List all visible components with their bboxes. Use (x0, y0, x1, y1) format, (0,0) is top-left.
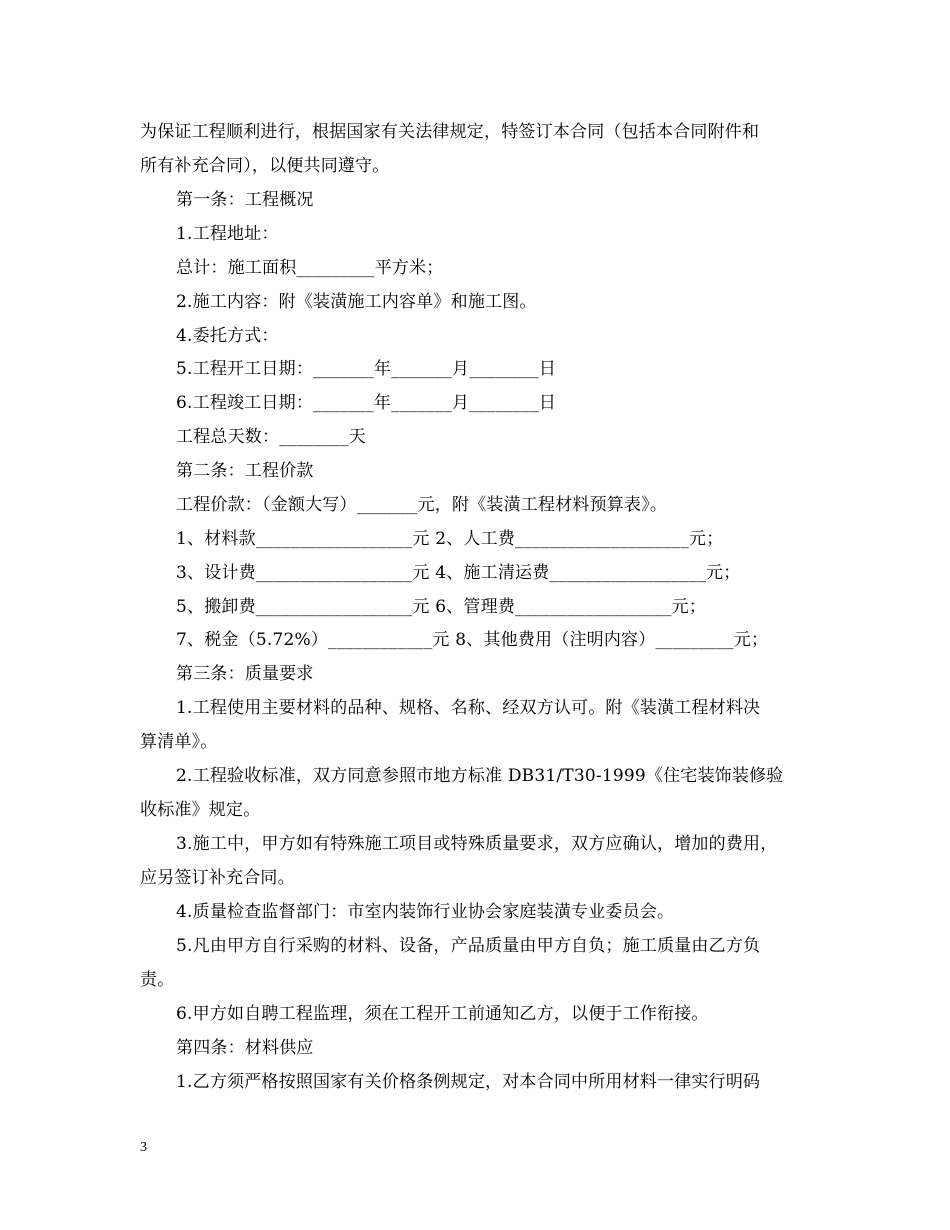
paragraph-line: 为保证工程顺利进行，根据国家有关法律规定，特签订本合同（包括本合同附件和 (140, 122, 760, 142)
paragraph-line: 收标准》规定。 (140, 800, 261, 820)
paragraph-line: 1.乙方须严格按照国家有关价格条例规定，对本合同中所用材料一律实行明码 (176, 1072, 761, 1092)
section-heading: 第一条：工程概况 (176, 190, 314, 210)
paragraph-line: 应另签订补充合同。 (140, 868, 295, 888)
section-heading: 第二条：工程价款 (176, 461, 314, 481)
paragraph-line: 6.工程竣工日期：_______年_______月________日 (176, 393, 557, 413)
paragraph-line: 3、设计费__________________元 4、施工清运费__________________元； (176, 563, 741, 583)
paragraph-line: 1.工程使用主要材料的品种、规格、名称、经双方认可。附《装潢工程材料决 (176, 698, 761, 718)
paragraph-line: 工程总天数：________天 (176, 427, 366, 447)
paragraph-line: 总计：施工面积_________平方米； (176, 258, 444, 278)
paragraph-line: 1.工程地址： (176, 224, 279, 244)
paragraph-line: 2.施工内容：附《装潢施工内容单》和施工图。 (176, 292, 537, 312)
paragraph-line: 2.工程验收标准，双方同意参照市地方标准 DB31/T30-1999《住宅装饰装修验 (176, 766, 784, 786)
page-number: 3 (140, 1140, 147, 1155)
paragraph-line: 工程价款：（金额大写）_______元，附《装潢工程材料预算表》。 (176, 495, 668, 515)
paragraph-line: 5.工程开工日期：_______年_______月________日 (176, 359, 557, 379)
paragraph-line: 3.施工中，甲方如有特殊施工项目或特殊质量要求，双方应确认，增加的费用， (176, 834, 778, 854)
paragraph-line: 6.甲方如自聘工程监理，须在工程开工前通知乙方，以便于工作衔接。 (176, 1004, 709, 1024)
paragraph-line: 4.质量检查监督部门：市室内装饰行业协会家庭装潢专业委员会。 (176, 902, 675, 922)
paragraph-line: 5、搬卸费__________________元 6、管理费__________________元； (176, 597, 707, 617)
section-heading: 第四条：材料供应 (176, 1038, 314, 1058)
paragraph-line: 1、材料款__________________元 2、人工费____________________元； (176, 529, 724, 549)
section-heading: 第三条：质量要求 (176, 664, 314, 684)
paragraph-line: 4.委托方式： (176, 326, 279, 346)
paragraph-line: 算清单》。 (140, 732, 218, 752)
paragraph-line: 7、税金（5.72%）____________元 8、其他费用（注明内容）_________元； (176, 630, 769, 650)
paragraph-line: 所有补充合同），以便共同遵守。 (140, 156, 390, 176)
paragraph-line: 5.凡由甲方自行采购的材料、设备，产品质量由甲方自负；施工质量由乙方负 (176, 936, 761, 956)
paragraph-line: 责。 (140, 970, 175, 990)
